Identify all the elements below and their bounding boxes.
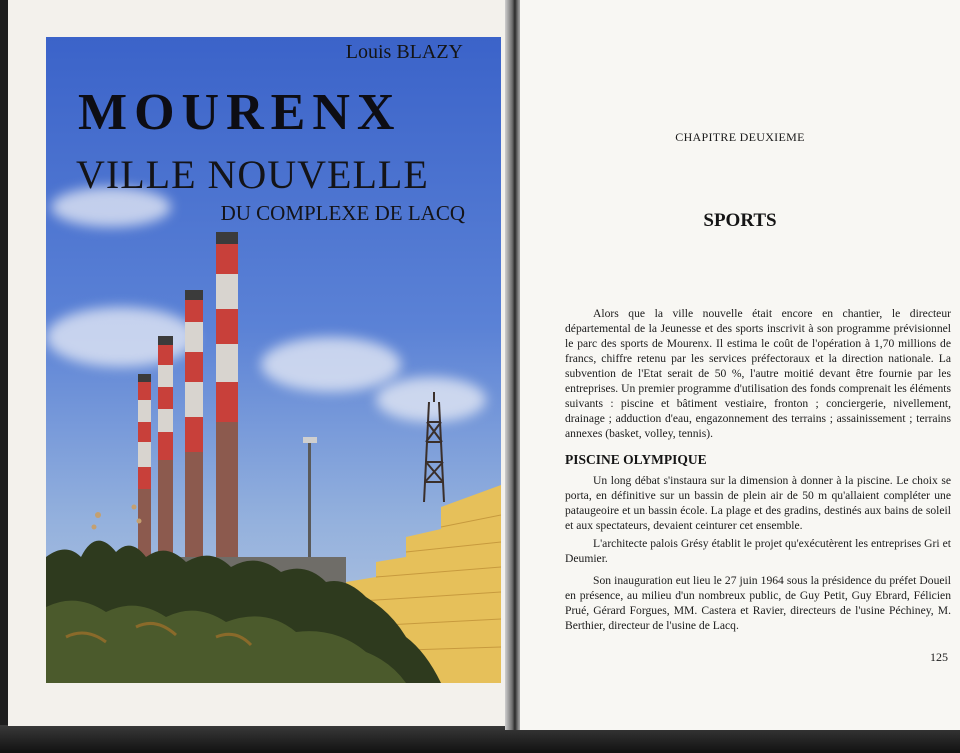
chimney-tall	[216, 232, 238, 577]
chimney-mid	[185, 290, 203, 580]
right-page	[520, 0, 960, 730]
paragraph-pool: Un long débat s'instaura sur la dimension à donner à la piscine. Le choix se porta, en définitive sur un bassin de plein air de 50 m qu'allaient compléter une pataugeoire et un bassin école. La plage et des gradins, destinés aux bains de soleil et aux spectateurs, devaient ceinturer cet ensemble.	[565, 474, 951, 532]
section-heading: PISCINE OLYMPIQUE	[565, 452, 707, 467]
page-title: SPORTS	[703, 210, 777, 231]
cover-subtitle-secondary: DU COMPLEXE DE LACQ	[220, 201, 465, 225]
cover-author: Louis BLAZY	[345, 41, 463, 63]
cover-title: MOURENX	[78, 84, 402, 141]
chimney-shortest	[138, 374, 151, 579]
wild-flowers	[92, 505, 142, 530]
page-number: 125	[930, 650, 948, 664]
paragraph-intro: Alors que la ville nouvelle était encore en chantier, le directeur départemental de la Jeunesse et des sports inscrivit à son programme prévisionnel le parc des sports de Mourenx. Il estima le coût de l'opération à 1,70 millions de francs, chiffre retenu par les services préfectoraux et la direction nationale. La subvention de l'Etat serait de 50 %, l'autre moitié devant être fournie par les entreprises. Un premier programme d'utilisation des fonds comprenait les éléments suivants : piscine et bâtiment vestiaire, fronton ; conciergerie, nivellement, drainage ; adduction d'eau, engazonnement des terrains ; assainissement ; terrains annexes (basket, volley, tennis).	[565, 307, 951, 440]
paragraph-architect: L'architecte palois Grésy établit le projet qu'exécutèrent les entreprises Gri et Deumier.	[565, 537, 951, 565]
cover-subtitle: VILLE NOUVELLE	[76, 152, 429, 197]
pylon-tower	[424, 392, 444, 502]
book-cover	[46, 37, 501, 683]
paragraph-inauguration: Son inauguration eut lieu le 27 juin 1964 sous la présidence du préfet Doueil en présence, au milieu d'un nombreux public, de Guy Petit, Guy Ebrard, Félicien Prué, Gérard Forgues, MM. Castera et Ravier, directeurs de l'usine Péchiney, M. Berthier, directeur de l'usine de Lacq.	[565, 574, 951, 632]
chimney-short	[158, 336, 173, 581]
left-page	[8, 0, 508, 726]
chapter-heading: CHAPITRE DEUXIEME	[675, 130, 805, 144]
